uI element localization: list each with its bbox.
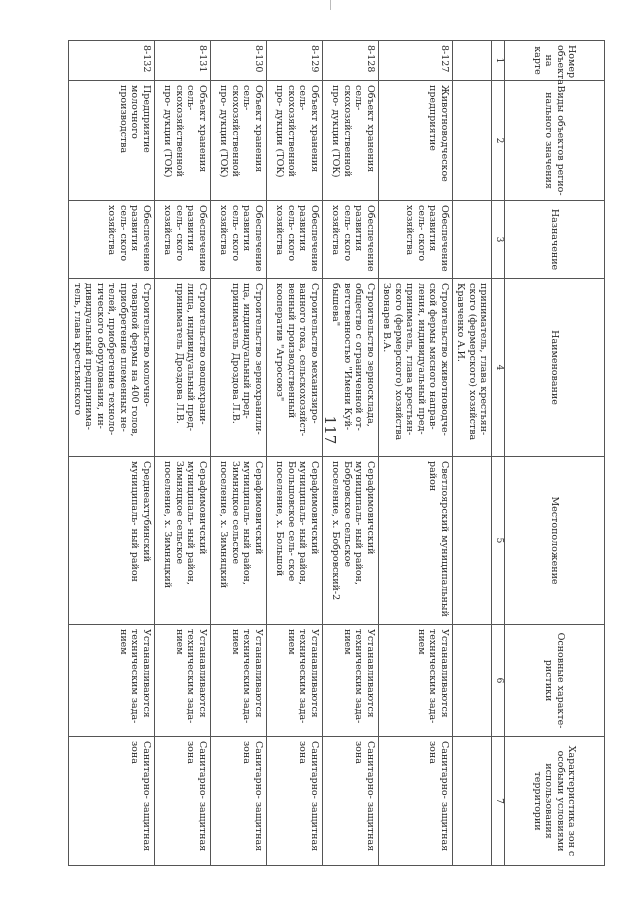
object-number-cell: 8-128: [323, 41, 379, 81]
header-cell: Местоположение: [505, 457, 605, 625]
object-name-cell: Строительство молочно- товарной фермы на 400 голов, приобретение племенных не- телей, приобретение техноло- гического оборудования, ин- дивидуальный предпринима- тель, глава крестьянского: [69, 279, 155, 457]
object-kind-cell: Объект хранения сель- скохозяйственной про- дукции (ТОК): [211, 81, 267, 201]
object-kind-cell: Объект хранения сель- скохозяйственной про- дукции (ТОК): [267, 81, 323, 201]
column-number: 3: [492, 201, 505, 279]
object-name-cell: Строительство овощехрани- лища, индивидуальный пред- приниматель Дроздова Л.В.: [155, 279, 211, 457]
characteristics-cell: Устанавливаются техническим зада- нием: [155, 625, 211, 737]
object-name-cell: Строительство зернохранили- ща, индивидуальный пред- приниматель Дроздова Л.В.: [211, 279, 267, 457]
column-number: 1: [492, 41, 505, 81]
object-kind-cell: Объект хранения сель- скохозяйственной про- дукции (ТОК): [155, 81, 211, 201]
characteristics-cell: Устанавливаются техническим зада- нием: [211, 625, 267, 737]
header-cell: Характеристика зон с особыми условиями использования территории: [505, 737, 605, 866]
table-row: [211, 41, 267, 866]
object-name-cell: Строительство животноводче- ской фермы мясного направ- ления, индивидуальный пред- приниматель, глава крестьян- ского (фермерского) хозяйства Звонарев В.А.: [379, 279, 453, 457]
characteristics-cell: Устанавливаются техническим зада- нием: [69, 625, 155, 737]
object-name-cell: Строительство механизиро- ванного тока, сельскохозяйст- венный производственный кооператив "Агросоюз": [267, 279, 323, 457]
purpose-cell: Обеспечение развития сель- ского хозяйства: [211, 201, 267, 279]
table-row: [155, 41, 211, 866]
object-kind-cell: Объект хранения сель- скохозяйственной про- дукции (ТОК): [323, 81, 379, 201]
object-number-cell: 8-131: [155, 41, 211, 81]
location-cell: Серафимовичский муниципаль- ный район, Зимняцкое сельское поселение, х. Зимняцкий: [211, 457, 267, 625]
header-cell: Наименование: [505, 279, 605, 457]
header-cell: Назначение: [505, 201, 605, 279]
column-number: 4: [492, 279, 505, 457]
object-number-cell: 8-129: [267, 41, 323, 81]
table-row: [69, 41, 155, 866]
column-number-row: [492, 41, 505, 866]
zone-characteristic-cell: Санитарно- защитная зона: [267, 737, 323, 866]
object-number-cell: 8-132: [69, 41, 155, 81]
zone-characteristic-cell: Санитарно- защитная зона: [155, 737, 211, 866]
table-header-row: [505, 41, 605, 866]
header-cell: Виды объектов регио- нального значения: [505, 81, 605, 201]
purpose-cell: Обеспечение развития сель- ского хозяйства: [323, 201, 379, 279]
zone-characteristic-cell: Санитарно- защитная зона: [379, 737, 453, 866]
location-cell: Серафимовичский муниципаль- ный район, Большовское сель- ское поселение, х. Большой: [267, 457, 323, 625]
characteristics-cell: Устанавливаются техническим зада- нием: [267, 625, 323, 737]
header-cell: Номер объекта на карте: [505, 41, 605, 81]
object-number-cell: 8-127: [379, 41, 453, 81]
page-number: 117: [321, 415, 339, 445]
location-cell: Серафимовичский муниципаль- ный район, Бобровское сельское поселение, х. Бобровский-2: [323, 457, 379, 625]
continuation-row: [453, 41, 493, 866]
location-cell: Среднеахтубинский муниципаль- ный район: [69, 457, 155, 625]
zone-characteristic-cell: Санитарно- защитная зона: [211, 737, 267, 866]
location-cell: Светлоярский муниципальный район: [379, 457, 453, 625]
column-number: 7: [492, 737, 505, 866]
object-kind-cell: Предприятие молочного производства: [69, 81, 155, 201]
characteristics-cell: Устанавливаются техническим зада- нием: [379, 625, 453, 737]
column-number: 5: [492, 457, 505, 625]
header-cell: Основные характе- ристики: [505, 625, 605, 737]
purpose-cell: Обеспечение развития сель- ского хозяйства: [155, 201, 211, 279]
table-row: [379, 41, 453, 866]
characteristics-cell: Устанавливаются техническим зада- нием: [323, 625, 379, 737]
column-number: 6: [492, 625, 505, 737]
zone-characteristic-cell: Санитарно- защитная зона: [323, 737, 379, 866]
purpose-cell: Обеспечение развития сель- ского хозяйства: [267, 201, 323, 279]
object-name-cell: Строительство зерносклада, общество с ограниченной от- ветственностью "Имени Куй- бышева": [323, 279, 379, 457]
continuation-text: приниматель, глава крестьян- ского (фермерского) хозяйства Кравченко А.И.: [453, 279, 493, 457]
object-kind-cell: Животноводческое предприятие: [379, 81, 453, 201]
table-row: [323, 41, 379, 866]
location-cell: Серафимовичский муниципаль- ный район, Зимняцкое сельское поселение, х. Зимняцкий: [155, 457, 211, 625]
purpose-cell: Обеспечение развития сель- ского хозяйства: [69, 201, 155, 279]
table-row: [267, 41, 323, 866]
purpose-cell: Обеспечение развития сель- ского хозяйства: [379, 201, 453, 279]
objects-table: [69, 40, 606, 866]
zone-characteristic-cell: Санитарно- защитная зона: [69, 737, 155, 866]
column-number: 2: [492, 81, 505, 201]
object-number-cell: 8-130: [211, 41, 267, 81]
